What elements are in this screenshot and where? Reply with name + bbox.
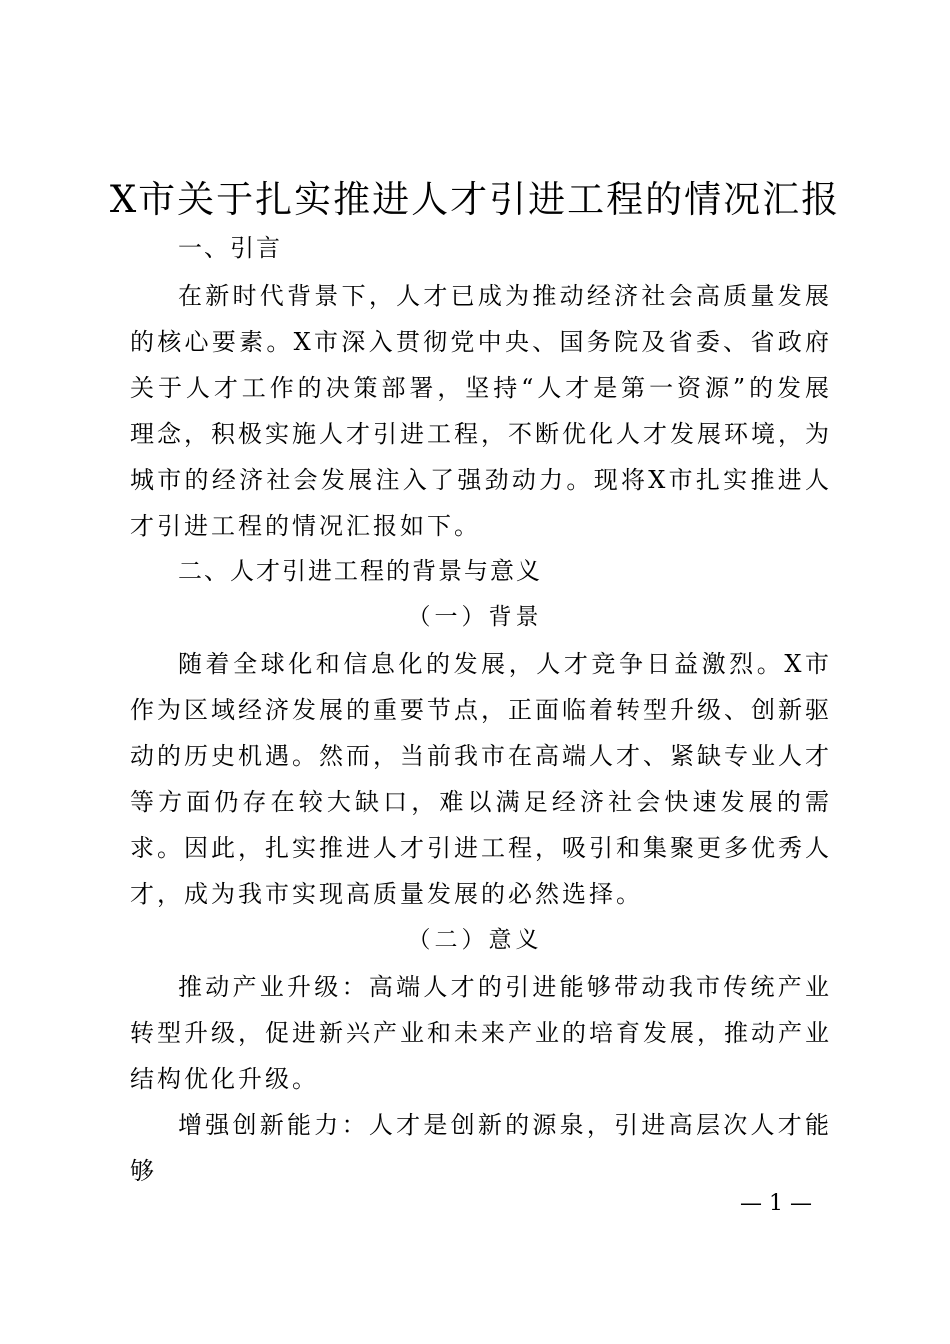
significance-paragraph-industry: 推动产业升级：高端人才的引进能够带动我市传统产业转型升级，促进新兴产业和未来产业的培育发展，推动产业结构优化升级。 [130,973,832,1093]
background-paragraph: 随着全球化和信息化的发展，人才竞争日益激烈。X市作为区域经济发展的重要节点，正面临着转型升级、创新驱动的历史机遇。然而，当前我市在高端人才、紧缺专业人才等方面仍存在较大缺口，难以满足经济社会快速发展的需求。因此，扎实推进人才引进工程，吸引和集聚更多优秀人才，成为我市实现高质量发展的必然选择。 [130,650,832,908]
document-title: X市关于扎实推进人才引进工程的情况汇报 [109,178,841,221]
section-heading-background-significance: 二、人才引进工程的背景与意义 [178,557,542,585]
subsection-heading-background: （一）背景 [407,604,543,630]
page-number: — 1 — [740,1191,812,1216]
subsection-heading-significance: （二）意义 [407,927,543,953]
section-heading-introduction: 一、引言 [178,234,282,262]
significance-paragraph-innovation: 增强创新能力：人才是创新的源泉，引进高层次人才能够 [130,1111,832,1185]
introduction-paragraph: 在新时代背景下，人才已成为推动经济社会高质量发展的核心要素。X市深入贯彻党中央、国务院及省委、省政府关于人才工作的决策部署，坚持“人才是第一资源”的发展理念，积极实施人才引进工程，不断优化人才发展环境，为城市的经济社会发展注入了强劲动力。现将X市扎实推进人才引进工程的情况汇报如下。 [130,282,832,540]
